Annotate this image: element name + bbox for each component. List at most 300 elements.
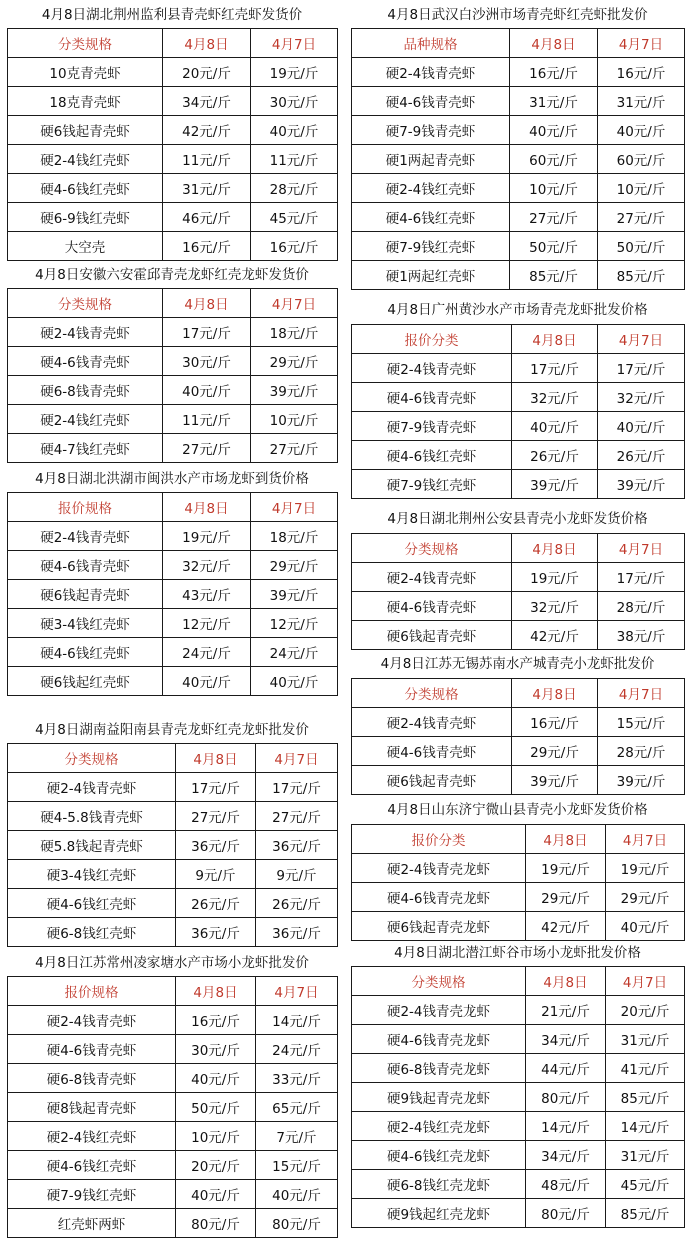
price-table — [351, 28, 685, 290]
spec-cell: 硬7-9钱青壳虾 — [352, 116, 510, 145]
price-apr7-cell: 36元/斤 — [256, 918, 338, 947]
price-apr7-cell: 14元/斤 — [256, 1006, 338, 1035]
spec-cell: 硬4-6钱青壳虾 — [8, 347, 163, 376]
table-header-row — [8, 289, 338, 318]
spec-cell: 硬2-4钱红壳龙虾 — [352, 1112, 526, 1141]
table-row — [352, 87, 685, 116]
price-apr8-cell: 42元/斤 — [512, 621, 598, 650]
header-cell: 4月8日 — [512, 325, 598, 354]
spec-cell: 硬6-8钱红壳虾 — [8, 918, 176, 947]
price-table — [7, 288, 338, 463]
header-cell: 4月8日 — [510, 29, 598, 58]
price-apr7-cell: 12元/斤 — [251, 609, 338, 638]
price-apr7-cell: 19元/斤 — [251, 58, 338, 87]
price-apr8-cell: 30元/斤 — [176, 1035, 256, 1064]
spec-cell: 硬6-9钱红壳虾 — [8, 203, 163, 232]
price-apr7-cell: 36元/斤 — [256, 831, 338, 860]
price-apr7-cell: 31元/斤 — [606, 1141, 685, 1170]
table-row — [352, 470, 685, 499]
price-apr8-cell: 40元/斤 — [163, 376, 251, 405]
price-apr8-cell: 60元/斤 — [510, 145, 598, 174]
header-cell: 4月8日 — [512, 534, 598, 563]
spec-cell: 硬4-6钱青壳龙虾 — [352, 1025, 526, 1054]
header-cell: 4月7日 — [598, 29, 685, 58]
price-apr7-cell: 38元/斤 — [598, 621, 685, 650]
spec-cell: 硬2-4钱红壳虾 — [8, 405, 163, 434]
table-row — [8, 1151, 338, 1180]
spec-cell: 硬9钱起红壳龙虾 — [352, 1199, 526, 1228]
table-row — [352, 412, 685, 441]
header-cell: 4月7日 — [598, 679, 685, 708]
table-row — [8, 1209, 338, 1238]
spec-cell: 硬6钱起青壳虾 — [352, 766, 512, 795]
table-title: 4月8日湖南益阳南县青壳龙虾红壳龙虾批发价 — [35, 722, 309, 738]
table-title: 4月8日山东济宁微山县青壳小龙虾发货价格 — [387, 802, 648, 818]
spec-cell: 硬6-8钱青壳虾 — [8, 1064, 176, 1093]
table-row — [352, 1083, 685, 1112]
price-apr8-cell: 16元/斤 — [512, 708, 598, 737]
table-header-row — [8, 493, 338, 522]
price-table — [351, 324, 685, 499]
spec-cell: 大空壳 — [8, 232, 163, 261]
table-title: 4月8日江苏常州凌家塘水产市场小龙虾批发价 — [35, 955, 309, 971]
header-cell: 4月7日 — [256, 744, 338, 773]
table-title: 4月8日湖北荆州监利县青壳虾红壳虾发货价 — [41, 7, 303, 23]
spec-cell: 硬2-4钱青壳虾 — [8, 318, 163, 347]
price-apr8-cell: 34元/斤 — [526, 1025, 606, 1054]
price-apr8-cell: 10元/斤 — [510, 174, 598, 203]
table-row — [8, 667, 338, 696]
table-title: 4月8日广州黄沙水产市场青壳龙虾批发价格 — [387, 302, 648, 318]
table-row — [8, 376, 338, 405]
price-apr7-cell: 18元/斤 — [251, 522, 338, 551]
price-apr7-cell: 17元/斤 — [598, 563, 685, 592]
price-apr7-cell: 30元/斤 — [251, 87, 338, 116]
spec-cell: 硬2-4钱青壳虾 — [352, 354, 512, 383]
table-row — [8, 1035, 338, 1064]
table-row — [8, 347, 338, 376]
price-apr8-cell: 32元/斤 — [163, 551, 251, 580]
price-apr7-cell: 40元/斤 — [251, 667, 338, 696]
spec-cell: 硬2-4钱青壳虾 — [352, 563, 512, 592]
table-row — [352, 883, 685, 912]
spec-cell: 硬7-9钱红壳虾 — [8, 1180, 176, 1209]
price-apr8-cell: 29元/斤 — [512, 737, 598, 766]
price-table — [351, 678, 685, 795]
price-apr7-cell: 10元/斤 — [598, 174, 685, 203]
price-apr7-cell: 85元/斤 — [598, 261, 685, 290]
header-cell: 报价分类 — [352, 325, 512, 354]
price-apr8-cell: 34元/斤 — [163, 87, 251, 116]
price-apr8-cell: 26元/斤 — [176, 889, 256, 918]
spec-cell: 硬4-6钱红壳虾 — [352, 203, 510, 232]
table-row — [352, 737, 685, 766]
price-apr8-cell: 10元/斤 — [176, 1122, 256, 1151]
header-cell: 4月8日 — [526, 967, 606, 996]
spec-cell: 10克青壳虾 — [8, 58, 163, 87]
price-apr7-cell: 9元/斤 — [256, 860, 338, 889]
table-row — [8, 405, 338, 434]
spec-cell: 硬4-6钱青壳虾 — [352, 592, 512, 621]
header-cell: 分类规格 — [352, 967, 526, 996]
spec-cell: 硬6-8钱红壳龙虾 — [352, 1170, 526, 1199]
spec-cell: 硬4-6钱红壳虾 — [8, 174, 163, 203]
price-apr8-cell: 44元/斤 — [526, 1054, 606, 1083]
header-cell: 4月7日 — [251, 493, 338, 522]
price-apr8-cell: 48元/斤 — [526, 1170, 606, 1199]
price-apr8-cell: 29元/斤 — [526, 883, 606, 912]
price-apr7-cell: 60元/斤 — [598, 145, 685, 174]
price-apr7-cell: 41元/斤 — [606, 1054, 685, 1083]
spec-cell: 硬6钱起青壳虾 — [8, 580, 163, 609]
spec-cell: 硬2-4钱红壳虾 — [352, 174, 510, 203]
spec-cell: 硬7-9钱红壳虾 — [352, 232, 510, 261]
price-apr7-cell: 39元/斤 — [251, 580, 338, 609]
price-apr7-cell: 26元/斤 — [256, 889, 338, 918]
price-table — [351, 966, 685, 1228]
header-cell: 4月8日 — [163, 289, 251, 318]
price-apr8-cell: 34元/斤 — [526, 1141, 606, 1170]
price-apr7-cell: 40元/斤 — [251, 116, 338, 145]
table-row — [8, 1122, 338, 1151]
price-apr7-cell: 7元/斤 — [256, 1122, 338, 1151]
header-cell: 4月8日 — [163, 29, 251, 58]
price-apr8-cell: 43元/斤 — [163, 580, 251, 609]
header-cell: 4月8日 — [526, 825, 606, 854]
table-row — [352, 383, 685, 412]
table-row — [8, 551, 338, 580]
price-apr8-cell: 36元/斤 — [176, 918, 256, 947]
price-apr7-cell: 17元/斤 — [598, 354, 685, 383]
header-cell: 报价分类 — [352, 825, 526, 854]
header-cell: 4月8日 — [163, 493, 251, 522]
price-apr7-cell: 32元/斤 — [598, 383, 685, 412]
table-row — [352, 1112, 685, 1141]
spec-cell: 硬2-4钱青壳虾 — [352, 708, 512, 737]
price-apr7-cell: 27元/斤 — [598, 203, 685, 232]
price-apr8-cell: 42元/斤 — [526, 912, 606, 941]
price-apr8-cell: 11元/斤 — [163, 405, 251, 434]
price-apr7-cell: 31元/斤 — [606, 1025, 685, 1054]
price-table — [7, 976, 338, 1238]
spec-cell: 硬4-6钱青壳虾 — [352, 737, 512, 766]
header-cell: 品种规格 — [352, 29, 510, 58]
price-apr7-cell: 28元/斤 — [251, 174, 338, 203]
price-apr8-cell: 20元/斤 — [163, 58, 251, 87]
header-cell: 4月7日 — [606, 825, 685, 854]
price-apr7-cell: 39元/斤 — [598, 766, 685, 795]
price-apr8-cell: 80元/斤 — [526, 1083, 606, 1112]
price-apr7-cell: 24元/斤 — [251, 638, 338, 667]
price-apr8-cell: 27元/斤 — [163, 434, 251, 463]
table-row — [352, 116, 685, 145]
table-row — [352, 441, 685, 470]
price-apr7-cell: 19元/斤 — [606, 854, 685, 883]
spec-cell: 硬4-6钱红壳龙虾 — [352, 1141, 526, 1170]
header-cell: 4月7日 — [606, 967, 685, 996]
spec-cell: 硬6-8钱青壳龙虾 — [352, 1054, 526, 1083]
table-row — [8, 802, 338, 831]
price-apr7-cell: 11元/斤 — [251, 145, 338, 174]
table-row — [8, 1064, 338, 1093]
spec-cell: 硬2-4钱青壳虾 — [8, 1006, 176, 1035]
price-apr8-cell: 9元/斤 — [176, 860, 256, 889]
price-apr7-cell: 26元/斤 — [598, 441, 685, 470]
header-cell: 分类规格 — [352, 679, 512, 708]
table-row — [8, 638, 338, 667]
spec-cell: 硬1两起青壳虾 — [352, 145, 510, 174]
spec-cell: 硬4-7钱红壳虾 — [8, 434, 163, 463]
price-apr7-cell: 45元/斤 — [606, 1170, 685, 1199]
table-header-row — [352, 534, 685, 563]
price-apr8-cell: 31元/斤 — [163, 174, 251, 203]
table-row — [352, 203, 685, 232]
price-apr7-cell: 15元/斤 — [256, 1151, 338, 1180]
table-header-row — [8, 744, 338, 773]
price-table — [351, 533, 685, 650]
table-row — [8, 1180, 338, 1209]
price-apr7-cell: 27元/斤 — [256, 802, 338, 831]
price-apr7-cell: 39元/斤 — [598, 470, 685, 499]
table-row — [352, 766, 685, 795]
table-row — [352, 232, 685, 261]
price-apr7-cell: 33元/斤 — [256, 1064, 338, 1093]
spec-cell: 硬5.8钱起青壳虾 — [8, 831, 176, 860]
spec-cell: 硬4-6钱青壳虾 — [352, 87, 510, 116]
price-apr7-cell: 29元/斤 — [251, 551, 338, 580]
header-cell: 4月8日 — [176, 744, 256, 773]
price-apr8-cell: 27元/斤 — [510, 203, 598, 232]
price-apr7-cell: 85元/斤 — [606, 1199, 685, 1228]
spec-cell: 硬2-4钱青壳龙虾 — [352, 854, 526, 883]
spec-cell: 硬4-5.8钱青壳虾 — [8, 802, 176, 831]
spec-cell: 硬6钱起青壳龙虾 — [352, 912, 526, 941]
price-apr8-cell: 46元/斤 — [163, 203, 251, 232]
spec-cell: 18克青壳虾 — [8, 87, 163, 116]
table-row — [8, 87, 338, 116]
price-apr7-cell: 18元/斤 — [251, 318, 338, 347]
table-title: 4月8日武汉白沙洲市场青壳虾红壳虾批发价 — [387, 7, 648, 23]
price-apr8-cell: 19元/斤 — [512, 563, 598, 592]
price-apr8-cell: 16元/斤 — [176, 1006, 256, 1035]
table-row — [8, 773, 338, 802]
table-row — [352, 145, 685, 174]
price-apr7-cell: 16元/斤 — [251, 232, 338, 261]
price-apr7-cell: 40元/斤 — [598, 412, 685, 441]
price-apr8-cell: 50元/斤 — [176, 1093, 256, 1122]
price-apr8-cell: 30元/斤 — [163, 347, 251, 376]
spec-cell: 硬6钱起红壳虾 — [8, 667, 163, 696]
spec-cell: 硬4-6钱青壳虾 — [8, 551, 163, 580]
spec-cell: 硬2-4钱青壳龙虾 — [352, 996, 526, 1025]
table-row — [8, 918, 338, 947]
price-apr8-cell: 39元/斤 — [512, 470, 598, 499]
table-row — [8, 434, 338, 463]
price-apr8-cell: 19元/斤 — [163, 522, 251, 551]
spec-cell: 硬6钱起青壳虾 — [8, 116, 163, 145]
price-apr8-cell: 17元/斤 — [512, 354, 598, 383]
price-apr8-cell: 40元/斤 — [176, 1180, 256, 1209]
spec-cell: 硬2-4钱青壳虾 — [352, 58, 510, 87]
table-row — [352, 592, 685, 621]
spec-cell: 硬2-4钱红壳虾 — [8, 1122, 176, 1151]
price-apr8-cell: 40元/斤 — [176, 1064, 256, 1093]
table-row — [352, 912, 685, 941]
price-apr8-cell: 26元/斤 — [512, 441, 598, 470]
table-title: 4月8日湖北潜江虾谷市场小龙虾批发价格 — [394, 945, 641, 961]
table-row — [8, 609, 338, 638]
price-apr8-cell: 12元/斤 — [163, 609, 251, 638]
spec-cell: 硬4-6钱红壳虾 — [8, 1151, 176, 1180]
price-apr7-cell: 65元/斤 — [256, 1093, 338, 1122]
price-apr8-cell: 27元/斤 — [176, 802, 256, 831]
price-apr8-cell: 14元/斤 — [526, 1112, 606, 1141]
spec-cell: 硬7-9钱红壳虾 — [352, 470, 512, 499]
price-apr7-cell: 29元/斤 — [606, 883, 685, 912]
price-apr8-cell: 40元/斤 — [510, 116, 598, 145]
price-apr8-cell: 80元/斤 — [176, 1209, 256, 1238]
header-cell: 4月7日 — [598, 534, 685, 563]
table-row — [352, 1141, 685, 1170]
price-apr7-cell: 39元/斤 — [251, 376, 338, 405]
price-table — [7, 28, 338, 261]
table-header-row — [352, 967, 685, 996]
table-title: 4月8日安徽六安霍邱青壳龙虾红壳龙虾发货价 — [35, 267, 309, 283]
price-apr8-cell: 16元/斤 — [510, 58, 598, 87]
spec-cell: 硬3-4钱红壳虾 — [8, 609, 163, 638]
spec-cell: 硬4-6钱青壳虾 — [8, 1035, 176, 1064]
price-apr7-cell: 40元/斤 — [606, 912, 685, 941]
price-apr7-cell: 31元/斤 — [598, 87, 685, 116]
spec-cell: 硬4-6钱青壳龙虾 — [352, 883, 526, 912]
table-header-row — [352, 825, 685, 854]
price-apr7-cell: 24元/斤 — [256, 1035, 338, 1064]
price-apr8-cell: 20元/斤 — [176, 1151, 256, 1180]
table-row — [8, 318, 338, 347]
table-row — [8, 1093, 338, 1122]
price-apr8-cell: 24元/斤 — [163, 638, 251, 667]
header-cell: 4月8日 — [176, 977, 256, 1006]
header-cell: 分类规格 — [8, 29, 163, 58]
table-header-row — [352, 325, 685, 354]
spec-cell: 硬2-4钱青壳虾 — [8, 522, 163, 551]
table-row — [352, 563, 685, 592]
spec-cell: 硬6钱起青壳虾 — [352, 621, 512, 650]
table-row — [352, 996, 685, 1025]
price-apr8-cell: 80元/斤 — [526, 1199, 606, 1228]
price-table — [7, 492, 338, 696]
price-apr7-cell: 50元/斤 — [598, 232, 685, 261]
price-apr8-cell: 40元/斤 — [512, 412, 598, 441]
header-cell: 分类规格 — [352, 534, 512, 563]
spec-cell: 硬9钱起青壳龙虾 — [352, 1083, 526, 1112]
table-row — [352, 174, 685, 203]
table-row — [8, 203, 338, 232]
price-apr8-cell: 21元/斤 — [526, 996, 606, 1025]
price-apr7-cell: 28元/斤 — [598, 737, 685, 766]
price-apr7-cell: 16元/斤 — [598, 58, 685, 87]
table-row — [8, 831, 338, 860]
price-apr7-cell: 80元/斤 — [256, 1209, 338, 1238]
table-row — [352, 58, 685, 87]
spec-cell: 红壳虾两虾 — [8, 1209, 176, 1238]
price-apr7-cell: 14元/斤 — [606, 1112, 685, 1141]
table-title: 4月8日江苏无锡苏南水产城青壳小龙虾批发价 — [380, 656, 655, 672]
table-row — [8, 116, 338, 145]
spec-cell: 硬4-6钱青壳虾 — [352, 383, 512, 412]
header-cell: 4月7日 — [256, 977, 338, 1006]
header-cell: 分类规格 — [8, 744, 176, 773]
price-apr8-cell: 42元/斤 — [163, 116, 251, 145]
table-row — [352, 1170, 685, 1199]
spec-cell: 硬2-4钱青壳虾 — [8, 773, 176, 802]
price-apr7-cell: 40元/斤 — [598, 116, 685, 145]
header-cell: 4月7日 — [251, 29, 338, 58]
spec-cell: 硬4-6钱红壳虾 — [8, 889, 176, 918]
table-row — [8, 145, 338, 174]
table-row — [352, 1199, 685, 1228]
table-row — [8, 522, 338, 551]
price-apr7-cell: 20元/斤 — [606, 996, 685, 1025]
price-apr8-cell: 11元/斤 — [163, 145, 251, 174]
table-row — [352, 1025, 685, 1054]
header-cell: 4月7日 — [598, 325, 685, 354]
spec-cell: 硬7-9钱青壳虾 — [352, 412, 512, 441]
spec-cell: 硬3-4钱红壳虾 — [8, 860, 176, 889]
price-apr7-cell: 17元/斤 — [256, 773, 338, 802]
table-row — [8, 174, 338, 203]
table-row — [8, 860, 338, 889]
spec-cell: 硬1两起红壳虾 — [352, 261, 510, 290]
table-row — [8, 889, 338, 918]
spec-cell: 硬4-6钱红壳虾 — [8, 638, 163, 667]
table-row — [8, 1006, 338, 1035]
table-row — [8, 232, 338, 261]
table-header-row — [8, 977, 338, 1006]
price-apr7-cell: 15元/斤 — [598, 708, 685, 737]
price-apr8-cell: 19元/斤 — [526, 854, 606, 883]
price-apr7-cell: 10元/斤 — [251, 405, 338, 434]
table-header-row — [352, 29, 685, 58]
header-cell: 4月7日 — [251, 289, 338, 318]
table-row — [352, 854, 685, 883]
price-apr8-cell: 32元/斤 — [512, 383, 598, 412]
price-apr7-cell: 28元/斤 — [598, 592, 685, 621]
spec-cell: 硬8钱起青壳虾 — [8, 1093, 176, 1122]
price-apr8-cell: 32元/斤 — [512, 592, 598, 621]
table-row — [8, 580, 338, 609]
price-apr8-cell: 50元/斤 — [510, 232, 598, 261]
table-row — [352, 1054, 685, 1083]
price-apr7-cell: 29元/斤 — [251, 347, 338, 376]
header-cell: 报价规格 — [8, 977, 176, 1006]
price-apr8-cell: 17元/斤 — [176, 773, 256, 802]
header-cell: 4月8日 — [512, 679, 598, 708]
header-cell: 报价规格 — [8, 493, 163, 522]
table-row — [352, 354, 685, 383]
price-apr8-cell: 85元/斤 — [510, 261, 598, 290]
price-table — [7, 743, 338, 947]
table-title: 4月8日湖北洪湖市闽洪水产市场龙虾到货价格 — [35, 471, 309, 487]
price-apr8-cell: 16元/斤 — [163, 232, 251, 261]
price-apr7-cell: 27元/斤 — [251, 434, 338, 463]
price-apr8-cell: 36元/斤 — [176, 831, 256, 860]
spec-cell: 硬6-8钱青壳虾 — [8, 376, 163, 405]
table-row — [8, 58, 338, 87]
table-row — [352, 261, 685, 290]
table-header-row — [352, 679, 685, 708]
price-apr8-cell: 40元/斤 — [163, 667, 251, 696]
